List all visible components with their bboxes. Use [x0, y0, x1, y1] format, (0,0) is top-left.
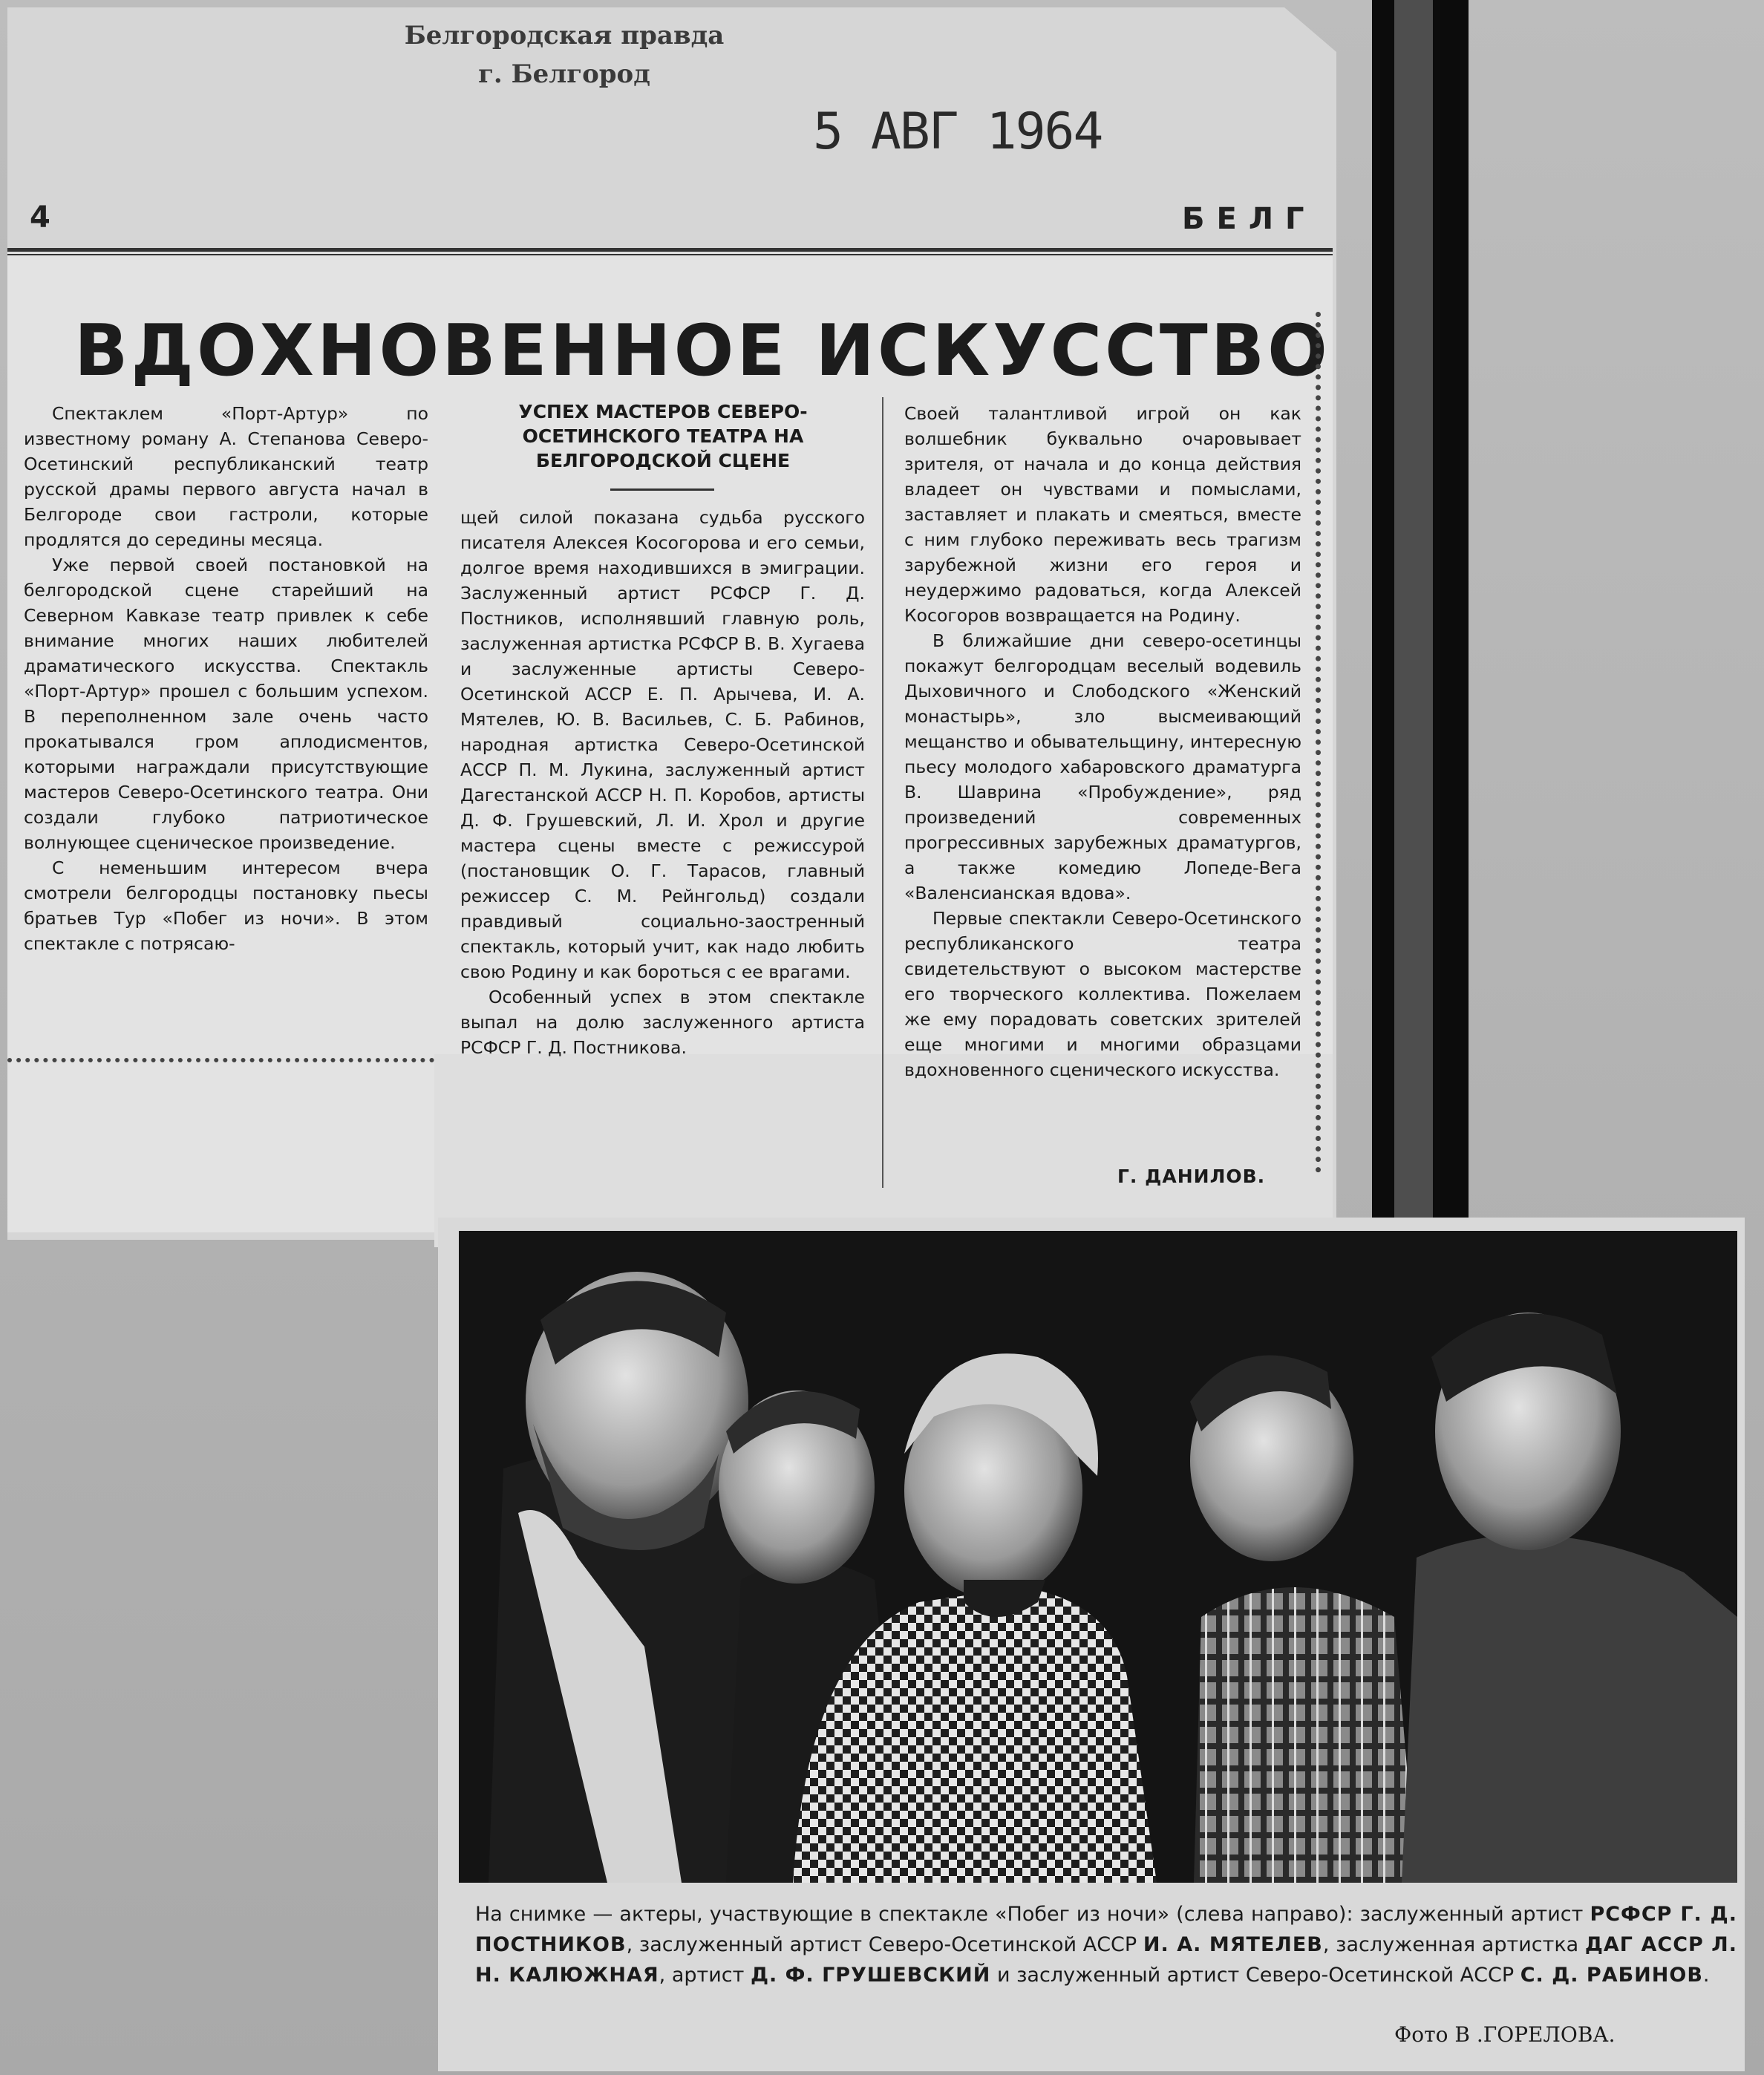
page-number: 4	[30, 200, 50, 235]
article-column-2	[460, 505, 865, 1060]
stamp-newspaper-name: Белгородская правда	[404, 21, 725, 50]
caption-name: РСФСР Г. Д. ПОСТНИКОВ	[475, 1903, 1737, 1956]
cut-border-bottom	[7, 1058, 434, 1062]
photo-credit: Фото В .ГОРЕЛОВА.	[1394, 2022, 1616, 2047]
caption-text: , заслуженная артистка	[1322, 1933, 1585, 1956]
caption-name: ДАГ АССР Л. Н. КАЛЮЖНАЯ	[475, 1933, 1737, 1987]
paragraph: С неменьшим интересом вчера смотрели белгородцы постановку пьесы братьев Тур «Побег из ночи». В этом спектакле с потрясаю-	[24, 857, 428, 954]
header-rule	[7, 248, 1333, 252]
newspaper-stamp	[386, 16, 742, 94]
paragraph: Спектаклем «Порт-Артур» по известному роману А. Степанова Северо-Осетинский республиканский театр русской драмы первого августа начал в Белгороде свои гастроли, которые продлятся до середины месяца.	[24, 403, 428, 550]
caption-name: Д. Ф. ГРУШЕВСКИЙ	[750, 1964, 991, 1987]
column-divider	[882, 397, 883, 1188]
caption-text: .	[1702, 1964, 1710, 1987]
cut-border-right	[1316, 312, 1321, 1173]
actors-photo-illustration	[459, 1231, 1737, 1883]
paragraph: Уже первой своей постановкой на белгородской сцене старейший на Северном Кавказе театр привлек к себе внимание многих наших любителей драматического искусства. Спектакль «Порт-Артур» прошел с большим успехом. В переполненном зале очень часто прокатывался гром аплодисментов, которыми награждали присутствующие мастеров Северо-Осетинского театра. Они создали глубоко патриотическое волнующее сценическое произведение.	[24, 555, 428, 853]
article-subheadline: УСПЕХ МАСТЕРОВ СЕВЕРО-ОСЕТИНСКОГО ТЕАТРА НА БЕЛГОРОДСКОЙ СЦЕНЕ	[518, 401, 808, 471]
paragraph: Первые спектакли Северо-Осетинского республиканского театра свидетельствуют о высоком мастерстве его творческого коллектива. Пожелаем же ему порадовать советских зрителей еще многими и многими образцами вдохновенного сценического искусства.	[904, 908, 1301, 1080]
author-signature: Г. ДАНИЛОВ.	[1117, 1166, 1266, 1187]
paragraph: щей силой показана судьба русского писателя Алексея Косогорова и его семьи, долгое время находившихся в эмиграции. Заслуженный артист РСФСР Г. Д. Постников, исполнявший главную роль, заслуженная артистка РСФСР В. В. Хугаева и заслуженные артисты Северо-Осетинской АССР Е. П. Арычева, И. А. Мятелев, Ю. В. Васильев, С. Б. Рабинов, народная артистка Северо-Осетинской АССР П. М. Лукина, заслуженный артист Дагестанской АССР Н. П. Коробов, артисты Д. Ф. Грушевский, Л. И. Хрол и другие мастера сцены вместе с режиссурой (постановщик О. Г. Тарасов, главный режиссер С. М. Рейнгольд) создали правдивый социально-заостренный спектакль, который учит, как надо любить свою Родину и как бороться с ее врагами.	[460, 507, 865, 982]
paragraph: Особенный успех в этом спектакле выпал на долю заслуженного артиста РСФСР Г. Д. Постникова.	[460, 987, 865, 1058]
paragraph: Своей талантливой игрой он как волшебник буквально очаровывает зрителя, от начала и до конца действия владеет он чувствами и помыслами, заставляет и плакать и смеяться, вместе с ним глубоко переживать весь трагизм зарубежной жизни его героя и неудержимо радоваться, когда Алексей Косогоров возвращается на Родину.	[904, 403, 1301, 626]
caption-text: , заслуженный артист Северо-Осетинской АССР	[626, 1933, 1143, 1956]
caption-text: На снимке — актеры, участвующие в спектакле «Побег из ночи» (слева направо): заслуженный артист	[475, 1903, 1590, 1926]
header-rule-thin	[7, 254, 1333, 255]
caption-name: С. Д. РАБИНОВ	[1520, 1964, 1703, 1987]
article-column-3	[904, 401, 1301, 1082]
caption-name: И. А. МЯТЕЛЕВ	[1143, 1933, 1323, 1956]
subheadline-rule	[610, 488, 714, 491]
paragraph: В ближайшие дни северо-осетинцы покажут белгородцам веселый водевиль Дыховичного и Слободского «Женский монастырь», зло высмеивающий мещанство и обывательщину, интересную пьесу молодого хабаровского драматурга В. Шаврина «Пробуждение», ряд произведений современных прогрессивных зарубежных драматургов, а также комедию Лопеде-Вега «Валенсианская вдова».	[904, 630, 1301, 903]
article-column-1	[24, 401, 428, 956]
article-headline: ВДОХНОВЕННОЕ ИСКУССТВО	[74, 310, 1330, 392]
caption-text: , артист	[659, 1964, 751, 1987]
actors-photo	[459, 1231, 1737, 1883]
date-stamp: 5 АВГ 1964	[813, 102, 1102, 161]
caption-text: и заслуженный артист Северо-Осетинской АССР	[990, 1964, 1520, 1987]
binder-rail-inner	[1394, 0, 1433, 1232]
masthead-fragment: БЕЛГ	[1182, 202, 1316, 236]
photo-caption	[475, 1899, 1737, 1990]
stamp-city: г. Белгород	[478, 59, 650, 89]
